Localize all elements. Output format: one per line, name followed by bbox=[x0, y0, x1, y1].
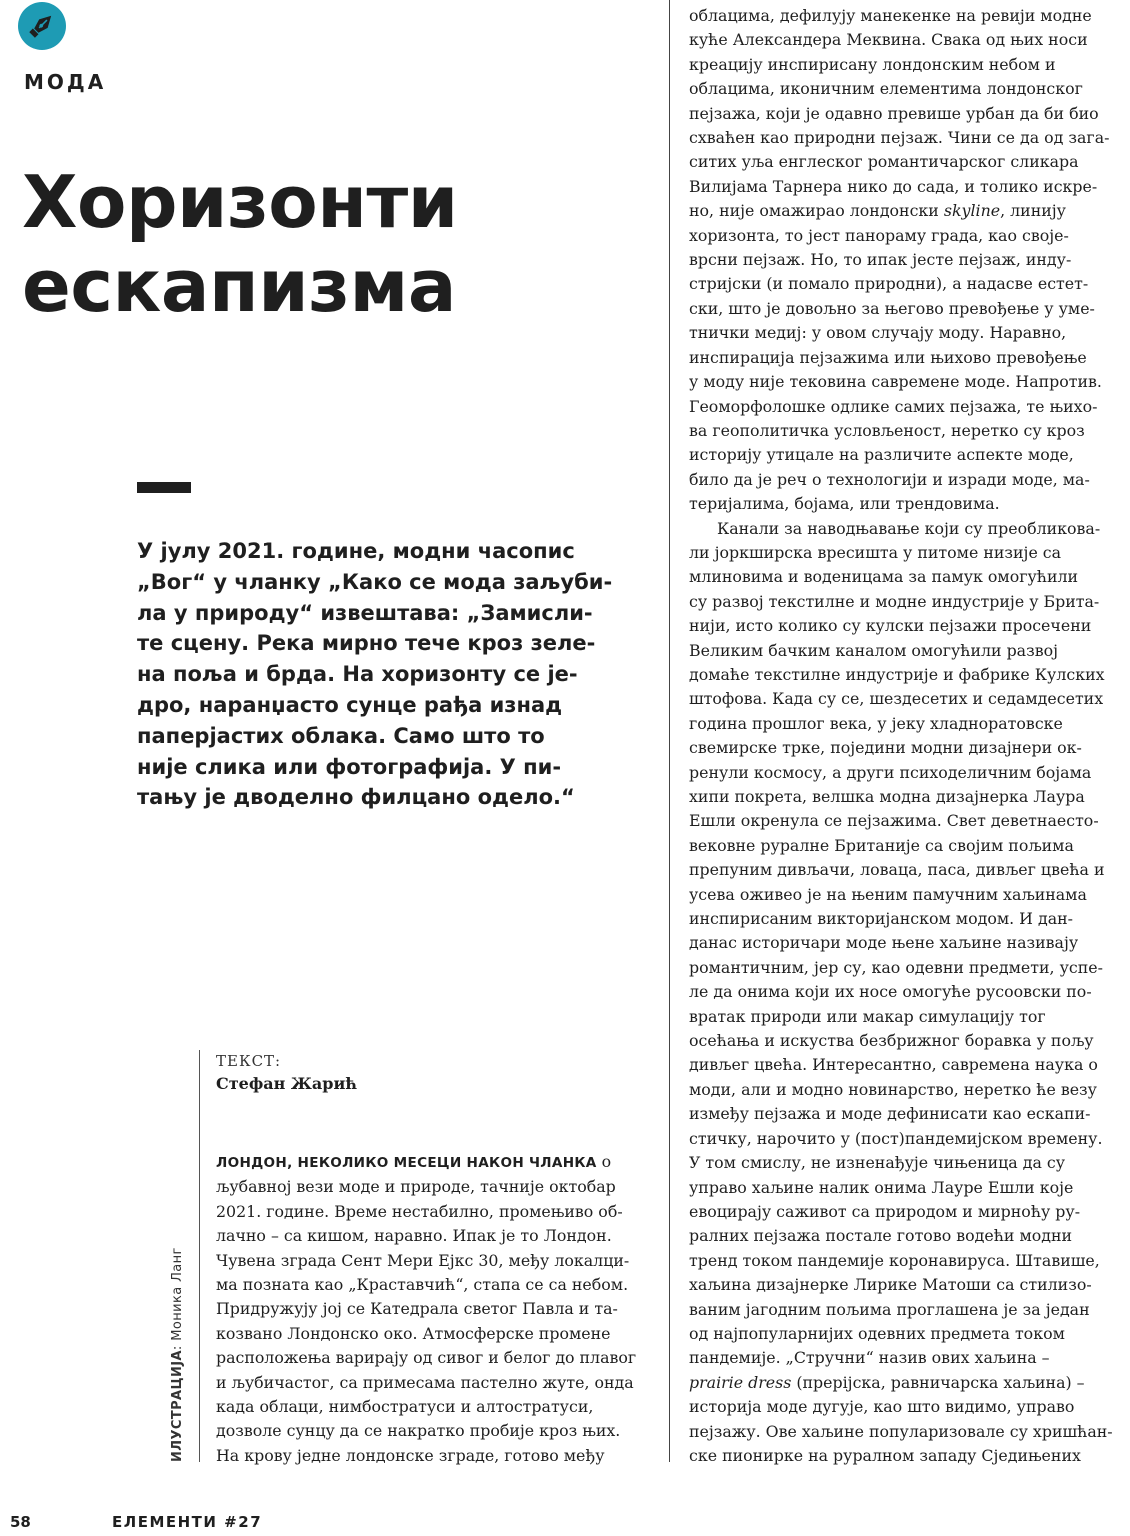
body-line: теријалима, бојама, или трендовима. bbox=[689, 494, 1000, 514]
body-line: облацима, дефилују манекенке на ревији модне bbox=[689, 6, 1092, 25]
text-credit-label: ТЕКСТ: bbox=[216, 1052, 282, 1070]
body-line: инспирисаним викторијанском модом. И дан- bbox=[689, 909, 1073, 929]
foreign-term: skyline bbox=[943, 201, 1001, 221]
body-line: хаљина дизајнерке Лирике Матоши са стилизо- bbox=[689, 1275, 1092, 1295]
body-line: дивљег цвећа. Интересантно, савремена наука о bbox=[689, 1055, 1098, 1075]
body-line: стријски (и помало природни), а надасве естет- bbox=[689, 274, 1089, 294]
article-title-line-1: Хоризонти bbox=[22, 160, 458, 244]
body-line: ренули космосу, а други психоделичним бојама bbox=[689, 762, 1092, 782]
body-line: хипи покрета, велшка модна дизајнерка Лаура bbox=[689, 787, 1085, 806]
lead-line: тању је дводелно филцано одело.“ bbox=[137, 785, 575, 810]
body-line: ски, што је довољно за његово превођење у уме- bbox=[689, 298, 1095, 318]
illustration-label: ИЛУСТРАЦИЈА bbox=[170, 1350, 185, 1462]
body-line: свемирске трке, поједини модни дизајнери ок- bbox=[689, 738, 1082, 758]
body-line: Вилијама Тарнера нико до сада, и толико искре- bbox=[689, 176, 1098, 196]
body-line: штофова. Када су се, шездесетих и седамдесетих bbox=[689, 689, 1104, 709]
body-line: домаће текстилне индустрије и фабрике Кулских bbox=[689, 664, 1105, 684]
body-line: су развој текстилне и модне индустрије у Брита- bbox=[689, 591, 1100, 611]
body-line: евоцирају саживот са природом и мирноћу ру- bbox=[689, 1201, 1081, 1221]
body-line: препуним дивљачи, ловаца, паса, дивљег цвећа и bbox=[689, 860, 1105, 880]
body-line: Ешли окренула се пејзажима. Свет деветнаесто- bbox=[689, 811, 1099, 831]
author-name: Стефан Жарић bbox=[216, 1074, 357, 1093]
body-line: између пејзажа и моде дефинисати као ескапи- bbox=[689, 1104, 1091, 1124]
body-line: од најпопуларнијих одевних предмета током bbox=[689, 1323, 1065, 1343]
body-line: нији, исто колико су кулски пејзажи просечени bbox=[689, 616, 1092, 636]
page-number: 58 bbox=[10, 1513, 31, 1531]
body-line: тренд током пандемије коронавируса. Штавише, bbox=[689, 1250, 1100, 1270]
credit-rule bbox=[199, 1050, 200, 1462]
body-line: куће Александера Меквина. Свака од њих носи bbox=[689, 30, 1088, 50]
body-line: ситих уља енглеског романтичарског сликара bbox=[689, 152, 1079, 172]
body-column-right bbox=[689, 4, 1127, 1468]
body-line: У том смислу, не изненађује чињеница да су bbox=[689, 1153, 1066, 1173]
lead-paragraph bbox=[137, 536, 617, 813]
body-line: стичку, нарочито у (пост)пандемијском времену. bbox=[689, 1128, 1103, 1148]
body-column-left bbox=[216, 1150, 636, 1468]
body-line: тнички медиј: у овом случају моду. Наравно, bbox=[689, 323, 1067, 343]
body-line: вековне руралне Британије са својим пољима bbox=[689, 835, 1074, 855]
body-line: и љубичастог, са примесама пастелно жуте, онда bbox=[216, 1372, 634, 1392]
body-line: историју утицале на различите аспекте моде, bbox=[689, 445, 1074, 465]
body-line: било да је реч о технологији и изради моде, ма- bbox=[689, 469, 1090, 489]
body-line: креацију инспирисану лондонским небом и bbox=[689, 54, 1056, 74]
body-line: Великим бачким каналом омогућили развој bbox=[689, 640, 1059, 660]
body-line: ваним јагодним пољима проглашена је за један bbox=[689, 1299, 1090, 1319]
lead-line: ла у природу“ извештава: „Замисли- bbox=[137, 600, 593, 625]
body-line: козвано Лондонско око. Атмосферске промене bbox=[216, 1323, 611, 1343]
lead-line: те сцену. Река мирно тече кроз зеле- bbox=[137, 631, 596, 656]
body-line: пејзажу. Ове хаљине популаризовале су хришћан- bbox=[689, 1421, 1113, 1441]
foreign-term: prairie dress bbox=[689, 1372, 792, 1392]
body-line: љубавној вези моде и природе, тачније октобар bbox=[216, 1177, 616, 1197]
body-line: хоризонта, то јест панораму града, као своје- bbox=[689, 225, 1069, 245]
fountain-pen-icon bbox=[18, 2, 66, 50]
body-line: романтичним, јер су, као одевни предмети, успе- bbox=[689, 957, 1103, 977]
lead-line: „Вог“ у чланку „Како се мода заљуби- bbox=[137, 569, 613, 594]
column-divider bbox=[669, 0, 670, 1462]
article-title-line-2: ескапизма bbox=[22, 244, 456, 328]
body-line: управо хаљине налик онима Лауре Ешли које bbox=[689, 1177, 1074, 1197]
body-line: у моду није тековина савремене моде. Напротив. bbox=[689, 372, 1102, 392]
body-line: ли јоркширска вресишта у питоме низије са bbox=[689, 542, 1062, 562]
body-line: ма позната као „Краставчић“, стапа се са небом. bbox=[216, 1275, 629, 1295]
body-line: лачно – са кишом, наравно. Ипак је то Лондон. bbox=[216, 1226, 612, 1246]
illustrator-name: : Моника Ланг bbox=[170, 1247, 185, 1351]
body-line: ле да онима који их носе омогуће русоовски по- bbox=[689, 982, 1092, 1002]
lead-line: паперјастих облака. Само што то bbox=[137, 723, 545, 748]
body-line: пандемије. „Стручни“ назив ових хаљина – bbox=[689, 1348, 1050, 1368]
body-line: Канали за наводњавање који су преобликова- bbox=[717, 518, 1101, 538]
body-line: врсни пејзаж. Но, то ипак јесте пејзаж, инду- bbox=[689, 250, 1072, 270]
body-line: ЛОНДОН, НЕКОЛИКО МЕСЕЦИ НАКОН ЧЛАНКА о bbox=[216, 1152, 612, 1171]
magazine-name: ЕЛЕМЕНТИ #27 bbox=[112, 1513, 263, 1531]
lead-line: У јулу 2021. године, модни часопис bbox=[137, 539, 575, 563]
body-line: но, није омажирао лондонски skyline, линију bbox=[689, 201, 1066, 221]
body-line: када облаци, нимбостратуси и алтостратуси, bbox=[216, 1397, 594, 1417]
lead-line: дро, наранџасто сунце рађа изнад bbox=[137, 692, 563, 717]
body-line: ва геополитичка условљеност, неретко су кроз bbox=[689, 420, 1085, 440]
body-line: дозволе сунцу да се накратко пробије кроз њих. bbox=[216, 1421, 621, 1441]
lead-line: није слика или фотографија. У пи- bbox=[137, 754, 562, 779]
body-line: ске пионирке на руралном западу Сједињених bbox=[689, 1445, 1081, 1465]
body-line: пејзажа, који је одавно превише урбан да би био bbox=[689, 103, 1099, 123]
body-line: prairie dress (прерijска, равничарска хаљина) – bbox=[689, 1372, 1085, 1392]
illustration-credit bbox=[170, 1242, 185, 1462]
body-line: историја моде дугује, као што видимо, управо bbox=[689, 1397, 1075, 1417]
body-line: Чувена зграда Сент Мери Ејкс 30, међу локалци- bbox=[216, 1250, 630, 1270]
body-line: осећања и искуства безбрижног боравка у пољу bbox=[689, 1031, 1094, 1051]
body-line: На крову једне лондонске зграде, готово међу bbox=[216, 1445, 605, 1465]
lead-dash bbox=[137, 482, 191, 493]
body-line: инспирација пејзажима или њихово превођење bbox=[689, 347, 1087, 367]
body-line: 2021. године. Време нестабилно, промењиво об- bbox=[216, 1201, 623, 1221]
body-line: схваћен као природни пејзаж. Чини се да од зага- bbox=[689, 128, 1110, 148]
body-line: Геоморфолошке одлике самих пејзажа, те њихо- bbox=[689, 396, 1098, 416]
lead-line: на поља и брда. На хоризонту се је- bbox=[137, 662, 578, 687]
body-line: ралних пејзажа постале готово водећи модни bbox=[689, 1226, 1073, 1246]
body-line: моди, али и модно новинарство, неретко ће везу bbox=[689, 1079, 1097, 1099]
body-line: година прошлог века, у јеку хладноратовске bbox=[689, 713, 1063, 733]
body-line: облацима, иконичним елементима лондонског bbox=[689, 79, 1083, 99]
section-label: МОДА bbox=[24, 70, 107, 94]
body-line: Придружују јој се Катедрала светог Павла и та- bbox=[216, 1299, 618, 1319]
article-title bbox=[22, 160, 458, 328]
lead-in: ЛОНДОН, НЕКОЛИКО МЕСЕЦИ НАКОН ЧЛАНКА bbox=[216, 1155, 597, 1171]
body-line: млиновима и воденицама за памук омогућили bbox=[689, 567, 1079, 587]
body-line: данас историчари моде њене хаљине називају bbox=[689, 933, 1079, 953]
body-line: расположења варирају од сивог и белог до плавог bbox=[216, 1348, 637, 1368]
body-line: усева оживео је на њеним памучним хаљинама bbox=[689, 884, 1087, 904]
body-line: вратак природи или макар симулацију тог bbox=[689, 1006, 1046, 1026]
